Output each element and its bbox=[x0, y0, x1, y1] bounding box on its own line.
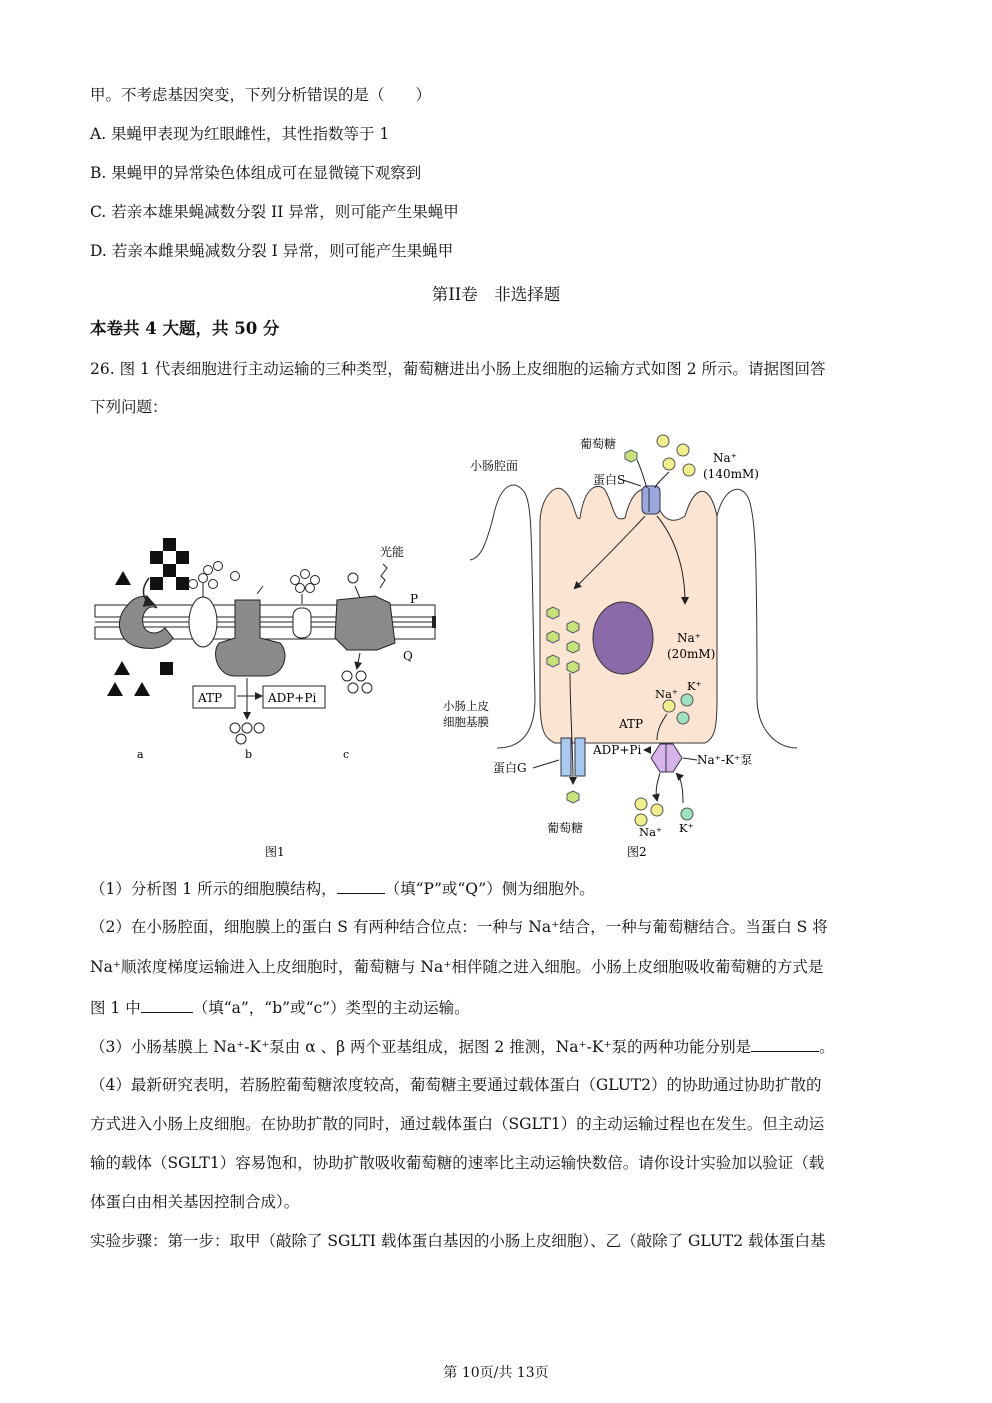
answer-blank-2[interactable] bbox=[141, 996, 193, 1013]
protein-s-label: 蛋白S bbox=[593, 473, 626, 487]
nucleus bbox=[593, 602, 653, 674]
sub-question-4-line-1: （4）最新研究表明，若肠腔葡萄糖浓度较高，葡萄糖主要通过载体蛋白（GLUT2）的协助通过协助扩散的 bbox=[90, 1076, 822, 1094]
na-lumen-concentration: (140mM) bbox=[703, 467, 759, 481]
type-a-label: a bbox=[137, 748, 144, 761]
option-a: A. 果蝇甲表现为红眼雌性，其性指数等于 1 bbox=[90, 125, 390, 143]
sub-question-2-line-3 bbox=[90, 996, 912, 1019]
figure-1 bbox=[95, 538, 436, 859]
k-label-pump: K⁺ bbox=[687, 679, 702, 693]
glucose-label-top: 葡萄糖 bbox=[580, 437, 617, 451]
basal-membrane-label-2: 细胞基膜 bbox=[443, 715, 489, 729]
sub-question-2-line-1: （2）在小肠腔面，细胞膜上的蛋白 S 有两种结合位点：一种与 Na⁺结合，一种与葡萄糖结合。当蛋白 S 将 bbox=[90, 918, 828, 936]
figure-1-caption: 图1 bbox=[265, 845, 285, 859]
carrier-c-light-pump bbox=[335, 564, 395, 693]
atp-label: ATP bbox=[198, 691, 223, 705]
sub-question-2-text: 图 1 中 bbox=[90, 999, 141, 1017]
protein-s bbox=[642, 486, 660, 514]
page-footer: 第 10页/共 13页 bbox=[443, 1365, 549, 1381]
na-label-lumen: Na⁺ bbox=[713, 451, 737, 465]
sub-question-3 bbox=[90, 1035, 912, 1058]
sub-question-2-line-2: Na⁺顺浓度梯度运输进入上皮细胞时，葡萄糖与 Na⁺相伴随之进入细胞。小肠上皮细胞吸收葡萄糖的方式是 bbox=[90, 958, 824, 976]
figure-area bbox=[85, 428, 915, 868]
option-b: B. 果蝇甲的异常染色体组成可在显微镜下观察到 bbox=[90, 164, 422, 182]
glucose-molecules-lumen bbox=[625, 450, 637, 462]
section-info: 本卷共 4 大题，共 50 分 bbox=[90, 319, 280, 338]
sodium-ions-lumen bbox=[657, 435, 695, 476]
sub-question-3-text: （3）小肠基膜上 Na⁺-K⁺泵由 α 、β 两个亚基组成，据图 2 推测，Na⁺-K⁺泵的两种功能分别是 bbox=[90, 1038, 752, 1056]
sub-question-2-text-end: （填“a”，“b”或“c”）类型的主动运输。 bbox=[192, 999, 470, 1017]
sub-question-4-line-2: 方式进入小肠上皮细胞。在协助扩散的同时，通过载体蛋白（SGLT1）的主动运输过程也在发生。但主动运 bbox=[90, 1115, 825, 1133]
basal-membrane-label-1: 小肠上皮 bbox=[443, 699, 489, 713]
option-c: C. 若亲本雄果蝇减数分裂 II 异常，则可能产生果蝇甲 bbox=[90, 203, 459, 221]
type-c-label: c bbox=[343, 748, 350, 761]
sub-question-1-text-end: （填“P”或“Q”）侧为细胞外。 bbox=[384, 880, 595, 898]
q-side-label: Q bbox=[403, 649, 413, 663]
figure-2-caption: 图2 bbox=[627, 845, 647, 859]
light-energy-label: 光能 bbox=[380, 545, 405, 559]
adp-label: ADP+Pi bbox=[268, 691, 317, 705]
answer-blank-3[interactable] bbox=[751, 1035, 819, 1052]
sub-question-1 bbox=[90, 877, 912, 900]
na-label-pump: Na⁺ bbox=[655, 687, 678, 701]
na-label-cytoplasm: Na⁺ bbox=[677, 631, 701, 645]
k-label-blood: K⁺ bbox=[679, 821, 694, 835]
question-text-line: 甲。不考虑基因突变，下列分析错误的是（ ） bbox=[90, 86, 432, 104]
sub-question-3-text-end: 。 bbox=[819, 1038, 835, 1056]
intestinal-lumen-label: 小肠腔面 bbox=[470, 459, 519, 473]
section-title: 第II卷 非选择题 bbox=[431, 285, 561, 304]
na-k-pump bbox=[651, 744, 682, 772]
sub-question-4-line-3: 输的载体（SGLT1）容易饱和，协助扩散吸收葡萄糖的速率比主动运输快数倍。请你设计实验加以验证（载 bbox=[90, 1154, 825, 1172]
protein-g-label: 蛋白G bbox=[493, 761, 527, 775]
glucose-molecule-blood bbox=[567, 791, 579, 803]
p-side-label: P bbox=[410, 592, 419, 606]
question-26-text-cont: 下列问题： bbox=[90, 398, 168, 416]
type-b-label: b bbox=[245, 748, 253, 761]
question-26-text: 26. 图 1 代表细胞进行主动运输的三种类型，葡萄糖进出小肠上皮细胞的运输方式如图 2 所示。请据图回答 bbox=[90, 360, 826, 378]
neighbor-cell-membrane-right bbox=[717, 489, 797, 748]
atp-label-fig2: ATP bbox=[619, 717, 644, 731]
answer-blank-1[interactable] bbox=[337, 877, 385, 894]
neighbor-cell-membrane-left bbox=[493, 485, 535, 748]
glucose-label-bottom: 葡萄糖 bbox=[547, 821, 584, 835]
na-label-blood: Na⁺ bbox=[639, 825, 662, 839]
figure-2 bbox=[443, 435, 797, 859]
na-cytoplasm-concentration: (20mM) bbox=[667, 647, 716, 661]
sub-question-4-line-4: 体蛋白由相关基因控制合成）。 bbox=[90, 1193, 300, 1211]
adp-label-fig2: ADP+Pi bbox=[593, 743, 642, 757]
experiment-steps: 实验步骤：第一步：取甲（敲除了 SGLTI 载体蛋白基因的小肠上皮细胞）、乙（敲除了 GLUT2 载体蛋白基 bbox=[90, 1232, 826, 1250]
option-d: D. 若亲本雌果蝇减数分裂 I 异常，则可能产生果蝇甲 bbox=[90, 242, 454, 260]
na-k-pump-label: Na⁺-K⁺泵 bbox=[697, 753, 753, 767]
sub-question-1-text: （1）分析图 1 所示的细胞膜结构， bbox=[90, 880, 337, 898]
